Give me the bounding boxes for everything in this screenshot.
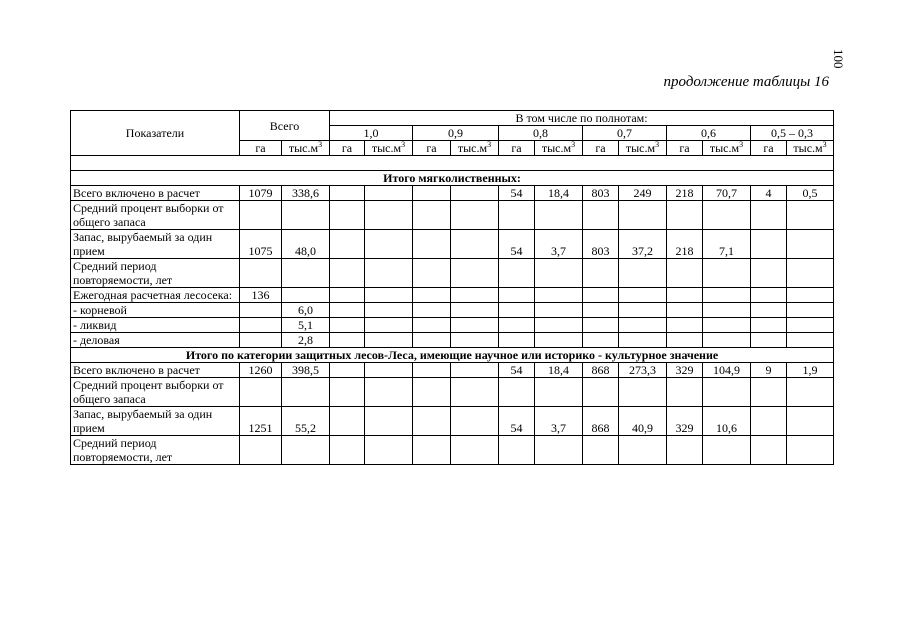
table-cell: [667, 333, 703, 348]
table-cell: [751, 288, 787, 303]
row-label: Средний период повторяемости, лет: [71, 259, 240, 288]
table-cell: [240, 378, 282, 407]
table-cell: [499, 378, 535, 407]
table-cell: [282, 436, 330, 465]
unit-volume-exponent: 3: [822, 140, 827, 149]
unit-volume: [282, 141, 330, 156]
table-cell: 1,9: [787, 363, 834, 378]
table-cell: [451, 318, 499, 333]
table-cell: [583, 436, 619, 465]
table-cell: [619, 288, 667, 303]
unit-ha: га: [751, 141, 787, 156]
table-cell: [619, 201, 667, 230]
table-cell: 6,0: [282, 303, 330, 318]
table-cell: [619, 318, 667, 333]
table-cell: [751, 378, 787, 407]
table-cell: [451, 363, 499, 378]
table-cell: 338,6: [282, 186, 330, 201]
table-cell: [619, 303, 667, 318]
table-cell: [413, 186, 451, 201]
section-title: Итого по категории защитных лесов-Леса, имеющие научное или историко - культурное значение: [71, 348, 834, 363]
table-cell: [365, 363, 413, 378]
unit-volume: [619, 141, 667, 156]
table-cell: [751, 201, 787, 230]
table-cell: [240, 259, 282, 288]
table-cell: 9: [751, 363, 787, 378]
table-cell: 1075: [240, 230, 282, 259]
row-label: Средний период повторяемости, лет: [71, 436, 240, 465]
table-cell: 18,4: [535, 186, 583, 201]
header-total: Всего: [240, 111, 330, 141]
row-label: Запас, вырубаемый за один прием: [71, 407, 240, 436]
page-number: 100: [831, 49, 846, 69]
table-cell: 54: [499, 230, 535, 259]
table-cell: [413, 288, 451, 303]
table-cell: [413, 333, 451, 348]
table-cell: [667, 436, 703, 465]
header-density: 1,0: [330, 126, 413, 141]
table-cell: [703, 333, 751, 348]
table-cell: [583, 378, 619, 407]
unit-ha: га: [330, 141, 365, 156]
table-cell: [787, 436, 834, 465]
table-cell: [451, 436, 499, 465]
table-cell: [330, 303, 365, 318]
unit-volume: [703, 141, 751, 156]
table-cell: 40,9: [619, 407, 667, 436]
table-row: [71, 259, 834, 288]
table-cell: 1260: [240, 363, 282, 378]
table-cell: [751, 436, 787, 465]
table-cell: 218: [667, 186, 703, 201]
table-cell: [413, 303, 451, 318]
table-cell: [330, 333, 365, 348]
row-label: Средний процент выборки от общего запаса: [71, 378, 240, 407]
table-cell: [413, 407, 451, 436]
table-cell: 273,3: [619, 363, 667, 378]
table-cell: [667, 303, 703, 318]
table-cell: [703, 201, 751, 230]
table-cell: 1079: [240, 186, 282, 201]
table-row: [71, 230, 834, 259]
table-cell: [667, 259, 703, 288]
table-cell: [535, 333, 583, 348]
table-cell: 4: [751, 186, 787, 201]
table-cell: [413, 201, 451, 230]
table-cell: [751, 259, 787, 288]
table-cell: [703, 303, 751, 318]
table-cell: [703, 378, 751, 407]
table-cell: [330, 259, 365, 288]
table-row: [71, 407, 834, 436]
table-cell: [365, 186, 413, 201]
table-cell: [413, 230, 451, 259]
harvest-table: [70, 110, 834, 465]
table-row: [71, 201, 834, 230]
row-label: Всего включено в расчет: [71, 363, 240, 378]
table-cell: 3,7: [535, 230, 583, 259]
table-cell: 249: [619, 186, 667, 201]
table-cell: [703, 436, 751, 465]
table-cell: [703, 288, 751, 303]
unit-volume-base: тыс.м: [541, 141, 572, 155]
table-cell: [751, 303, 787, 318]
unit-ha: га: [499, 141, 535, 156]
table-cell: [365, 333, 413, 348]
unit-volume: [451, 141, 499, 156]
unit-ha: га: [413, 141, 451, 156]
table-row: [71, 288, 834, 303]
table-cell: [451, 259, 499, 288]
table-cell: [787, 230, 834, 259]
table-cell: [330, 288, 365, 303]
table-cell: [751, 333, 787, 348]
table-cell: 398,5: [282, 363, 330, 378]
unit-volume-exponent: 3: [739, 140, 744, 149]
table-cell: [451, 333, 499, 348]
header-density: 0,9: [413, 126, 499, 141]
table-cell: [240, 318, 282, 333]
table-cell: [240, 436, 282, 465]
table-row: [71, 333, 834, 348]
table-cell: [330, 230, 365, 259]
table-cell: [667, 201, 703, 230]
table-row: [71, 436, 834, 465]
table-cell: [451, 288, 499, 303]
row-label: - деловая: [71, 333, 240, 348]
table-cell: [330, 201, 365, 230]
table-cell: [365, 407, 413, 436]
table-cell: [535, 436, 583, 465]
unit-volume-base: тыс.м: [288, 141, 319, 155]
unit-volume-exponent: 3: [401, 140, 406, 149]
table-cell: [365, 436, 413, 465]
table-cell: [282, 259, 330, 288]
table-cell: [535, 303, 583, 318]
row-label: - корневой: [71, 303, 240, 318]
table-caption: продолжение таблицы 16: [663, 74, 829, 90]
table-cell: [583, 333, 619, 348]
table-cell: [619, 259, 667, 288]
table-cell: [787, 378, 834, 407]
table-cell: [330, 363, 365, 378]
table-cell: 7,1: [703, 230, 751, 259]
unit-volume-base: тыс.м: [709, 141, 740, 155]
table-row: [71, 303, 834, 318]
table-cell: [365, 230, 413, 259]
table-cell: 5,1: [282, 318, 330, 333]
table-cell: [751, 230, 787, 259]
table-cell: [667, 288, 703, 303]
table-cell: [365, 201, 413, 230]
unit-volume-exponent: 3: [655, 140, 660, 149]
table-cell: 54: [499, 186, 535, 201]
row-label: - ликвид: [71, 318, 240, 333]
table-cell: [499, 318, 535, 333]
table-row: [71, 378, 834, 407]
table-cell: [787, 259, 834, 288]
row-label: Запас, вырубаемый за один прием: [71, 230, 240, 259]
unit-volume-base: тыс.м: [793, 141, 823, 155]
table-cell: [365, 288, 413, 303]
table-cell: 18,4: [535, 363, 583, 378]
table-cell: 868: [583, 363, 619, 378]
table-cell: [583, 201, 619, 230]
table-cell: [413, 363, 451, 378]
table-cell: [583, 288, 619, 303]
table-cell: [583, 318, 619, 333]
unit-volume-exponent: 3: [487, 140, 492, 149]
table-cell: [787, 333, 834, 348]
unit-ha: га: [583, 141, 619, 156]
table-cell: [499, 436, 535, 465]
table-cell: 1251: [240, 407, 282, 436]
table-cell: 803: [583, 230, 619, 259]
table-cell: [282, 201, 330, 230]
table-cell: 868: [583, 407, 619, 436]
table-cell: [413, 259, 451, 288]
table-cell: [240, 201, 282, 230]
table-cell: [451, 378, 499, 407]
table-cell: [787, 407, 834, 436]
table-cell: [451, 186, 499, 201]
table-cell: [330, 436, 365, 465]
table-cell: 10,6: [703, 407, 751, 436]
table-cell: [499, 201, 535, 230]
table-cell: 329: [667, 407, 703, 436]
table-cell: [619, 378, 667, 407]
unit-volume-exponent: 3: [318, 140, 323, 149]
table-cell: 70,7: [703, 186, 751, 201]
header-density: 0,6: [667, 126, 751, 141]
table-cell: [535, 318, 583, 333]
table-cell: 218: [667, 230, 703, 259]
table-row: [71, 318, 834, 333]
table-cell: 0,5: [787, 186, 834, 201]
unit-volume: [365, 141, 413, 156]
table-cell: [583, 303, 619, 318]
table-row: [71, 363, 834, 378]
unit-volume-base: тыс.м: [457, 141, 488, 155]
row-label: Ежегодная расчетная лесосека:: [71, 288, 240, 303]
table-cell: [413, 436, 451, 465]
table-cell: [619, 436, 667, 465]
unit-volume-exponent: 3: [571, 140, 576, 149]
table-cell: 54: [499, 407, 535, 436]
table-cell: [413, 378, 451, 407]
table-cell: [451, 303, 499, 318]
table-cell: 55,2: [282, 407, 330, 436]
table-cell: [535, 288, 583, 303]
table-cell: [535, 259, 583, 288]
table-cell: [535, 378, 583, 407]
table-cell: 2,8: [282, 333, 330, 348]
table-cell: [282, 378, 330, 407]
table-cell: 803: [583, 186, 619, 201]
header-density: 0,7: [583, 126, 667, 141]
table-cell: [703, 259, 751, 288]
table-cell: [787, 288, 834, 303]
table-cell: [365, 378, 413, 407]
header-density: 0,8: [499, 126, 583, 141]
table-cell: [751, 318, 787, 333]
table-cell: [499, 333, 535, 348]
table-cell: [413, 318, 451, 333]
table-cell: [451, 230, 499, 259]
table-cell: [499, 288, 535, 303]
table-cell: 54: [499, 363, 535, 378]
unit-volume: [787, 141, 834, 156]
table-cell: [703, 318, 751, 333]
header-indicators: Показатели: [71, 111, 240, 156]
table-cell: [282, 288, 330, 303]
table-cell: [667, 378, 703, 407]
header-by-density: В том числе по полнотам:: [330, 111, 834, 126]
unit-ha: га: [240, 141, 282, 156]
table-cell: 48,0: [282, 230, 330, 259]
table-cell: 3,7: [535, 407, 583, 436]
table-cell: [499, 259, 535, 288]
table-cell: [667, 318, 703, 333]
table-cell: [330, 186, 365, 201]
table-cell: 136: [240, 288, 282, 303]
unit-volume-base: тыс.м: [625, 141, 656, 155]
table-cell: [451, 407, 499, 436]
row-label: Всего включено в расчет: [71, 186, 240, 201]
table-cell: [240, 333, 282, 348]
table-cell: [330, 378, 365, 407]
table-cell: [787, 318, 834, 333]
table-cell: 329: [667, 363, 703, 378]
row-label: Средний процент выборки от общего запаса: [71, 201, 240, 230]
table-cell: [499, 303, 535, 318]
unit-volume: [535, 141, 583, 156]
table-cell: [751, 407, 787, 436]
table-cell: [535, 201, 583, 230]
table-cell: [365, 259, 413, 288]
unit-ha: га: [667, 141, 703, 156]
table-cell: [619, 333, 667, 348]
blank-row: [71, 156, 834, 171]
table-cell: [240, 303, 282, 318]
table-row: [71, 186, 834, 201]
table-cell: 104,9: [703, 363, 751, 378]
table-cell: [330, 407, 365, 436]
table-cell: [330, 318, 365, 333]
unit-volume-base: тыс.м: [371, 141, 402, 155]
table-cell: 37,2: [619, 230, 667, 259]
table-cell: [787, 303, 834, 318]
table-cell: [787, 201, 834, 230]
table-cell: [365, 303, 413, 318]
table-cell: [583, 259, 619, 288]
table-cell: [451, 201, 499, 230]
table-cell: [365, 318, 413, 333]
header-density: 0,5 – 0,3: [751, 126, 834, 141]
section-title: Итого мягколиственных:: [71, 171, 834, 186]
